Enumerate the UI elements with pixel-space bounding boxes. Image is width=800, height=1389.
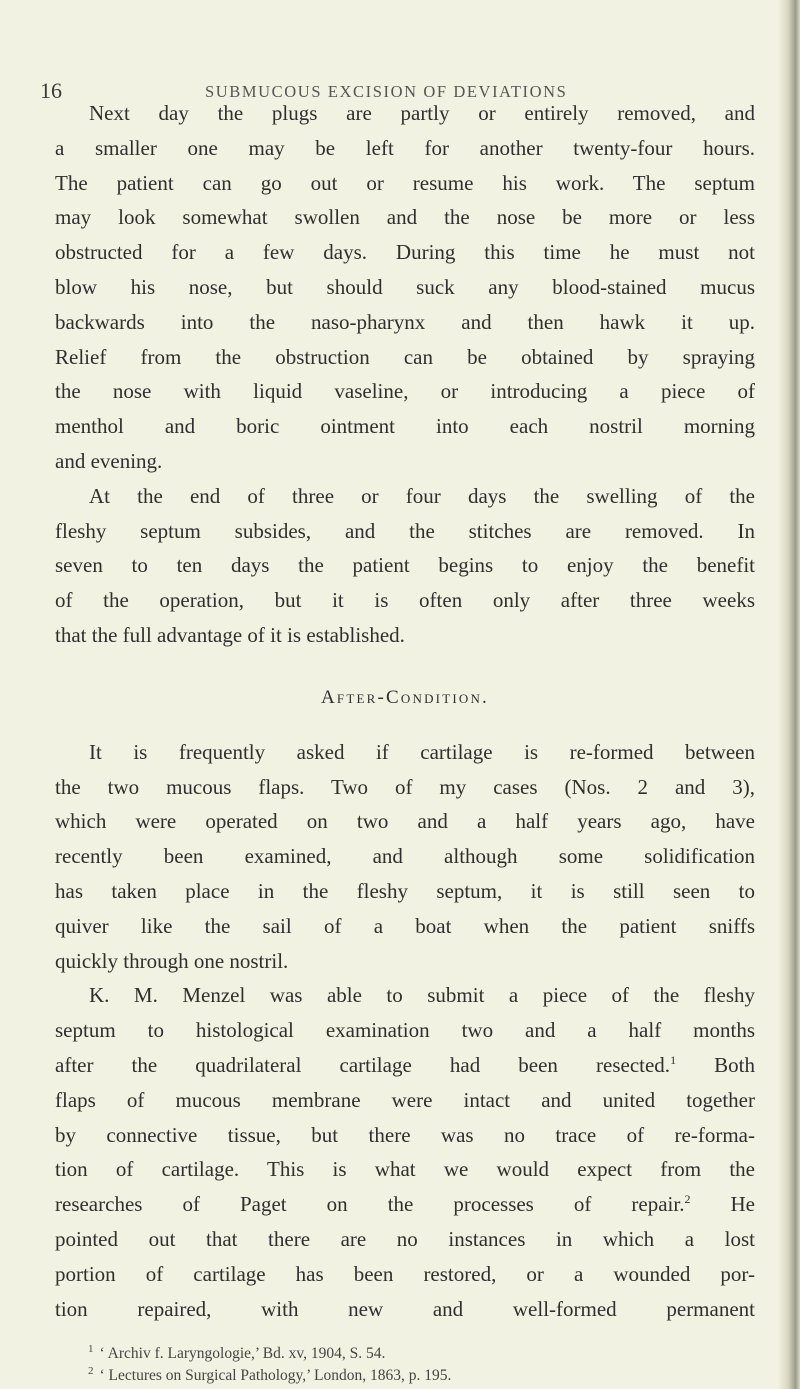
line-text: after the quadrilateral cartilage had been resected. (55, 1052, 671, 1077)
text-line (55, 1187, 755, 1222)
text-line: It is frequently asked if cartilage is re-formed between (89, 739, 755, 764)
footnote-mark: 1 (88, 1342, 94, 1355)
text-line: by connective tissue, but there was no trace of re-forma- (55, 1122, 755, 1147)
text-line: The patient can go out or resume his work. The septum (55, 170, 755, 195)
footnote-ref-1: 1 (670, 1052, 677, 1067)
paragraph-4 (55, 978, 755, 1326)
footnote-2 (88, 1365, 758, 1387)
text-line: Next day the plugs are partly or entirely removed, and (89, 101, 755, 125)
body-text (55, 96, 755, 1326)
text-line: tion of cartilage. This is what we would expect from the (55, 1157, 755, 1182)
footnote-text: ‘ Lectures on Surgical Pathology,’ London, 1863, p. 195. (99, 1367, 452, 1384)
text-line: which were operated on two and a half years ago, have (55, 809, 755, 834)
text-line: recently been examined, and although some solidification (55, 844, 755, 869)
footnote-text: ‘ Archiv f. Laryngologie,’ Bd. xv, 1904, S. 54. (99, 1345, 386, 1362)
text-line: menthol and boric ointment into each nostril morning (55, 414, 755, 439)
line-tail: Both (676, 1052, 755, 1077)
text-line: quiver like the sail of a boat when the patient sniffs (55, 913, 755, 938)
text-line: blow his nose, but should suck any blood-stained mucus (55, 274, 755, 299)
footnote-ref-2: 2 (684, 1192, 691, 1207)
text-line: obstructed for a few days. During this time he must not (55, 240, 755, 265)
text-line: has taken place in the fleshy septum, it is still seen to (55, 878, 755, 903)
text-line: may look somewhat swollen and the nose be more or less (55, 205, 755, 230)
text-line (55, 1048, 755, 1083)
page-edge-shadow (778, 0, 800, 1389)
paragraph-3 (55, 735, 755, 979)
text-line: the nose with liquid vaseline, or introducing a piece of (55, 379, 755, 404)
text-line: At the end of three or four days the swelling of the (89, 483, 755, 508)
text-line: fleshy septum subsides, and the stitches are removed. In (55, 518, 755, 543)
text-line: of the operation, but it is often only after three weeks (55, 588, 755, 613)
paragraph-1 (55, 96, 755, 479)
footnotes (88, 1343, 758, 1387)
text-line: K. M. Menzel was able to submit a piece of the fleshy (89, 983, 755, 1008)
text-line: tion repaired, with new and well-formed permanent (55, 1296, 755, 1321)
text-line: portion of cartilage has been restored, or a wounded por- (55, 1261, 755, 1286)
page-number: 16 (40, 78, 62, 103)
text-line: flaps of mucous membrane were intact and united together (55, 1087, 755, 1112)
text-line: quickly through one nostril. (55, 948, 289, 973)
text-line: septum to histological examination two and a half months (55, 1018, 755, 1043)
section-heading: After-Condition. (321, 686, 489, 708)
text-line: that the full advantage of it is established. (55, 622, 405, 647)
footnote-1 (88, 1343, 758, 1365)
line-text: researches of Paget on the processes of repair. (55, 1192, 685, 1217)
running-title: SUBMUCOUS EXCISION OF DEVIATIONS (205, 82, 568, 101)
text-line: and evening. (55, 448, 163, 473)
text-line: the two mucous flaps. Two of my cases (Nos. 2 and 3), (55, 774, 755, 799)
paragraph-2 (55, 479, 755, 653)
text-line: Relief from the obstruction can be obtained by spraying (55, 344, 755, 369)
text-line: a smaller one may be left for another twenty-four hours. (55, 135, 755, 160)
line-tail: He (690, 1192, 755, 1217)
footnote-mark: 2 (88, 1364, 94, 1377)
text-line: seven to ten days the patient begins to enjoy the benefit (55, 553, 755, 578)
text-line: backwards into the naso-pharynx and then hawk it up. (55, 309, 755, 334)
text-line: pointed out that there are no instances in which a lost (55, 1226, 755, 1251)
